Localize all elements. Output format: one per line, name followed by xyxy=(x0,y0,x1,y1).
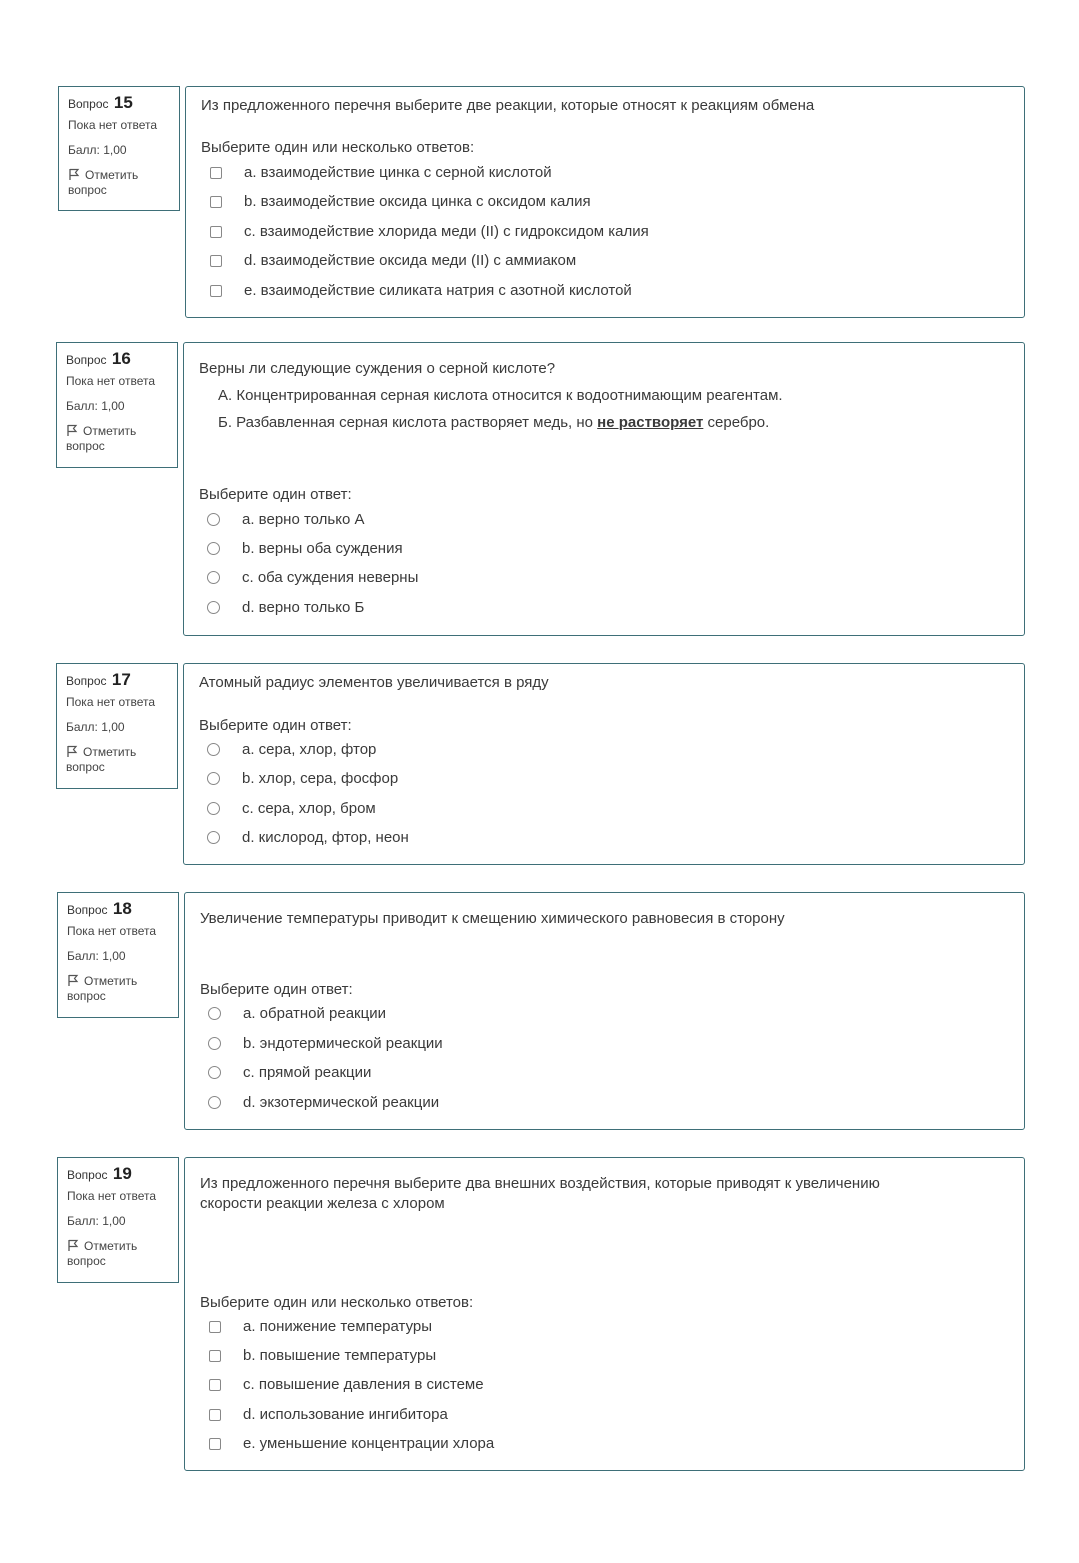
radio-button[interactable] xyxy=(207,772,220,785)
question-grade: Балл: 1,00 xyxy=(66,720,125,734)
answer-label: c. повышение давления в системе xyxy=(243,1376,484,1393)
answer-prompt: Выберите один ответ: xyxy=(200,981,353,998)
answer-label: b. эндотермической реакции xyxy=(243,1035,443,1052)
answer-label: b. взаимодействие оксида цинка с оксидом калия xyxy=(244,193,591,210)
checkbox[interactable] xyxy=(210,196,222,208)
answer-label: d. верно только Б xyxy=(242,599,365,616)
question-content-16 xyxy=(183,342,1025,636)
answer-option-c[interactable] xyxy=(205,1061,1004,1087)
question-prefix: Вопрос xyxy=(67,903,108,917)
answer-label: a. верно только А xyxy=(242,511,365,528)
question-number: 19 xyxy=(112,1164,132,1183)
question-title xyxy=(68,95,171,112)
answer-option-e[interactable] xyxy=(206,279,1004,305)
answer-label: d. кислород, фтор, неон xyxy=(242,829,409,846)
answer-label: e. уменьшение концентрации хлора xyxy=(243,1435,495,1452)
answer-label: a. понижение температуры xyxy=(243,1318,433,1335)
radio-button[interactable] xyxy=(207,542,220,555)
question-state: Пока нет ответа xyxy=(67,924,157,938)
flag-question-link[interactable] xyxy=(67,974,170,1004)
answer-option-b[interactable] xyxy=(204,767,1004,793)
flag-question-link[interactable] xyxy=(68,168,171,198)
question-number: 18 xyxy=(112,899,132,918)
question-number: 15 xyxy=(113,93,133,112)
flag-icon xyxy=(67,974,80,987)
question-text: Из предложенного перечня выберите два внешних воздействия, которые приводят к увеличению скорости реакции железа с хлором xyxy=(200,1175,880,1212)
answer-option-d[interactable] xyxy=(205,1091,1004,1117)
radio-button[interactable] xyxy=(207,831,220,844)
answer-option-e[interactable] xyxy=(205,1432,1004,1458)
answer-label: c. сера, хлор, бром xyxy=(242,800,376,817)
question-content-17 xyxy=(183,663,1025,865)
answer-prompt: Выберите один или несколько ответов: xyxy=(201,139,475,156)
question-title xyxy=(67,1166,170,1183)
answer-option-d[interactable] xyxy=(206,249,1004,275)
answer-label: d. использование ингибитора xyxy=(243,1406,448,1423)
answer-option-d[interactable] xyxy=(204,596,1004,622)
answer-option-a[interactable] xyxy=(205,1002,1004,1028)
checkbox[interactable] xyxy=(210,255,222,267)
answer-option-c[interactable] xyxy=(204,566,1004,592)
flag-icon xyxy=(68,168,81,181)
answer-label: c. оба суждения неверны xyxy=(242,569,419,586)
answer-option-d[interactable] xyxy=(204,826,1004,852)
question-content-18 xyxy=(184,892,1025,1130)
flag-question-link[interactable] xyxy=(66,745,169,775)
flag-label: Отметить вопрос xyxy=(68,168,139,197)
question-grade: Балл: 1,00 xyxy=(67,1214,126,1228)
checkbox[interactable] xyxy=(209,1321,221,1333)
radio-button[interactable] xyxy=(208,1037,221,1050)
statement-b-end: серебро. xyxy=(703,414,770,431)
question-info-16 xyxy=(56,342,178,468)
answer-label: b. верны оба суждения xyxy=(242,540,403,557)
question-grade: Балл: 1,00 xyxy=(66,399,125,413)
answer-label: d. взаимодействие оксида меди (II) с аммиаком xyxy=(244,252,577,269)
answer-option-b[interactable] xyxy=(204,537,1004,563)
flag-icon xyxy=(66,424,79,437)
answer-option-a[interactable] xyxy=(204,738,1004,764)
question-number: 17 xyxy=(111,670,131,689)
radio-button[interactable] xyxy=(208,1096,221,1109)
answer-option-d[interactable] xyxy=(205,1403,1004,1429)
radio-button[interactable] xyxy=(207,601,220,614)
answer-option-b[interactable] xyxy=(206,190,1004,216)
answer-label: a. взаимодействие цинка с серной кислотой xyxy=(244,164,552,181)
flag-label: Отметить вопрос xyxy=(67,1239,138,1268)
flag-question-link[interactable] xyxy=(66,424,169,454)
question-prefix: Вопрос xyxy=(66,674,107,688)
question-prefix: Вопрос xyxy=(68,97,109,111)
question-text: Из предложенного перечня выберите две реакции, которые относят к реакциям обмена xyxy=(201,97,815,114)
answer-option-c[interactable] xyxy=(206,220,1004,246)
answer-option-a[interactable] xyxy=(206,161,1004,187)
answer-label: b. хлор, сера, фосфор xyxy=(242,770,399,787)
question-state: Пока нет ответа xyxy=(67,1189,157,1203)
statement-b xyxy=(199,413,994,433)
radio-button[interactable] xyxy=(207,743,220,756)
answer-option-a[interactable] xyxy=(204,508,1004,534)
answer-option-a[interactable] xyxy=(205,1315,1004,1341)
question-grade: Балл: 1,00 xyxy=(67,949,126,963)
question-prefix: Вопрос xyxy=(67,1168,108,1182)
answer-option-c[interactable] xyxy=(205,1373,1004,1399)
question-info-15 xyxy=(58,86,180,211)
radio-button[interactable] xyxy=(208,1007,221,1020)
statement-a: А. Концентрированная серная кислота относится к водоотнимающим реагентам. xyxy=(218,387,783,404)
statement-b-start: Б. Разбавленная серная кислота растворяет медь, но xyxy=(218,414,598,431)
question-info-18 xyxy=(57,892,179,1018)
flag-question-link[interactable] xyxy=(67,1239,170,1269)
question-text: Увеличение температуры приводит к смещению химического равновесия в сторону xyxy=(200,910,785,927)
question-text: Атомный радиус элементов увеличивается в ряду xyxy=(199,674,549,691)
flag-label: Отметить вопрос xyxy=(66,424,137,453)
flag-icon xyxy=(66,745,79,758)
checkbox[interactable] xyxy=(210,285,222,297)
answer-label: b. повышение температуры xyxy=(243,1347,437,1364)
answer-option-c[interactable] xyxy=(204,797,1004,823)
answer-label: a. обратной реакции xyxy=(243,1005,386,1022)
flag-icon xyxy=(67,1239,80,1252)
question-number: 16 xyxy=(111,349,131,368)
answer-option-b[interactable] xyxy=(205,1032,1004,1058)
question-state: Пока нет ответа xyxy=(66,374,156,388)
radio-button[interactable] xyxy=(207,802,220,815)
checkbox[interactable] xyxy=(209,1409,221,1421)
checkbox[interactable] xyxy=(210,167,222,179)
checkbox[interactable] xyxy=(209,1438,221,1450)
question-title xyxy=(66,672,169,689)
statement-b-emphasis: не растворяет xyxy=(597,414,704,431)
answer-label: c. взаимодействие хлорида меди (II) с гидроксидом калия xyxy=(244,223,649,240)
question-prefix: Вопрос xyxy=(66,353,107,367)
question-state: Пока нет ответа xyxy=(68,118,158,132)
radio-button[interactable] xyxy=(207,571,220,584)
answer-prompt: Выберите один или несколько ответов: xyxy=(200,1294,474,1311)
flag-label: Отметить вопрос xyxy=(66,745,137,774)
question-state: Пока нет ответа xyxy=(66,695,156,709)
question-grade: Балл: 1,00 xyxy=(68,143,127,157)
checkbox[interactable] xyxy=(209,1350,221,1362)
question-content-19 xyxy=(184,1157,1025,1471)
question-info-19 xyxy=(57,1157,179,1283)
question-lead: Верны ли следующие суждения о серной кислоте? xyxy=(199,360,556,377)
question-title xyxy=(67,901,170,918)
question-text xyxy=(199,359,994,433)
answer-label: c. прямой реакции xyxy=(243,1064,372,1081)
answer-option-b[interactable] xyxy=(205,1344,1004,1370)
checkbox[interactable] xyxy=(209,1379,221,1391)
answer-label: e. взаимодействие силиката натрия с азотной кислотой xyxy=(244,282,632,299)
question-info-17 xyxy=(56,663,178,789)
answer-label: a. сера, хлор, фтор xyxy=(242,741,377,758)
answer-prompt: Выберите один ответ: xyxy=(199,717,352,734)
answer-label: d. экзотермической реакции xyxy=(243,1094,440,1111)
flag-label: Отметить вопрос xyxy=(67,974,138,1003)
checkbox[interactable] xyxy=(210,226,222,238)
question-title xyxy=(66,351,169,368)
answer-prompt: Выберите один ответ: xyxy=(199,486,352,503)
radio-button[interactable] xyxy=(207,513,220,526)
radio-button[interactable] xyxy=(208,1066,221,1079)
question-content-15 xyxy=(185,86,1025,318)
